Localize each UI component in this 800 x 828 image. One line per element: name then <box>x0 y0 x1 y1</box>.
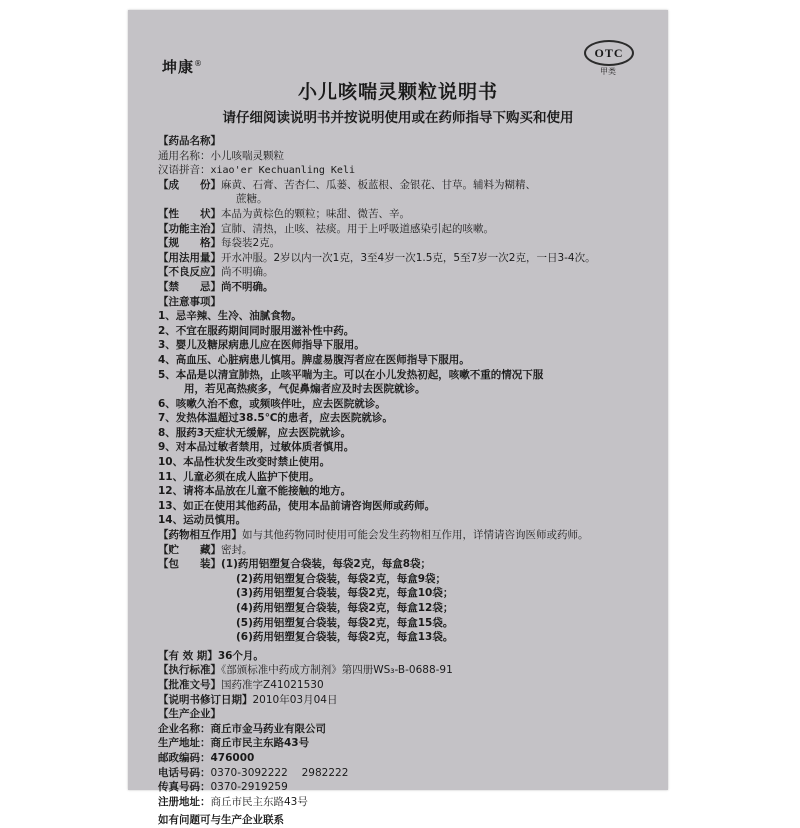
validity: 【有 效 期】36个月。 <box>158 649 264 662</box>
precaution-item: 11、儿童必须在成人监护下使用。 <box>158 470 320 483</box>
precaution-item: 12、请将本品放在儿童不能接触的地方。 <box>158 485 352 498</box>
precaution-item: 用，若见高热痰多，气促鼻煽者应及时去医院就诊。 <box>184 383 426 396</box>
document-title: 小儿咳喘灵颗粒说明书 <box>297 81 498 103</box>
precaution-item: 9、对本品过敏者禁用，过敏体质者慎用。 <box>158 441 355 454</box>
ingredients-cont: 蔗糖。 <box>236 193 268 206</box>
precaution-item: 10、本品性状发生改变时禁止使用。 <box>158 456 331 469</box>
contraindications: 【禁 忌】尚不明确。 <box>158 280 274 293</box>
precaution-item: 3、婴儿及糖尿病患儿应在医师指导下服用。 <box>158 339 365 352</box>
precaution-item: 4、高血压、心脏病患儿慎用。脾虚易腹泻者应在医师指导下服用。 <box>158 353 470 366</box>
manufacturer-row: 注册地址：商丘市民主东路43号 <box>158 795 308 808</box>
manufacturer-row: 企业名称：商丘市金马药业有限公司 <box>158 722 326 735</box>
manufacturer-label: 【生产企业】 <box>158 708 221 721</box>
approval-number: 【批准文号】国药准字Z41021530 <box>158 678 324 691</box>
package-item: (4)药用铝塑复合袋装，每袋2克，每盒12袋； <box>236 602 454 614</box>
precaution-item: 13、如正在使用其他药品，使用本品前请咨询医师或药师。 <box>158 499 436 512</box>
indications: 【功能主治】宣肺、清热，止咳、祛痰。用于上呼吸道感染引起的咳嗽。 <box>158 222 494 235</box>
manufacturer-row: 生产地址：商丘市民主东路43号 <box>158 737 310 750</box>
drug-name-label: 【药品名称】 <box>158 135 221 147</box>
otc-badge: OTC <box>584 40 634 66</box>
pinyin-name: 汉语拼音：xiao'er Kechuanling Keli <box>158 164 355 177</box>
precaution-item: 14、运动员慎用。 <box>158 514 247 527</box>
usage-dosage: 【用法用量】开水冲服。2岁以内一次1克，3至4岁一次1.5克，5至7岁一次2克，一日3-4次。 <box>158 251 596 264</box>
ingredients: 【成 份】麻黄、石膏、苦杏仁、瓜蒌、板蓝根、金银花、甘草。辅料为糊精、 <box>158 178 536 191</box>
standard: 【执行标准】《部颁标准中药成方制剂》第四册WS₃-B-0688-91 <box>158 664 453 677</box>
manufacturer-row: 电话号码：0370-3092222 2982222 <box>158 766 349 779</box>
document-subtitle: 请仔细阅读说明书并按说明使用或在药师指导下购买和使用 <box>222 110 574 126</box>
storage: 【贮 藏】密封。 <box>158 543 253 556</box>
precaution-item: 5、本品是以清宣肺热，止咳平喘为主。可以在小儿发热初起，咳嗽不重的情况下服 <box>158 368 544 381</box>
precaution-item: 2、不宜在服药期间同时服用滋补性中药。 <box>158 324 355 337</box>
precaution-item: 7、发热体温超过38.5℃的患者，应去医院就诊。 <box>158 412 393 425</box>
package-item: (5)药用铝塑复合袋装，每袋2克，每盒15袋。 <box>236 616 454 629</box>
brand-logo: 坤康® <box>162 58 204 76</box>
otc-class: 甲类 <box>600 67 616 76</box>
manufacturer-row: 传真号码：0370-2919259 <box>158 781 288 794</box>
character: 【性 状】本品为黄棕色的颗粒；味甜、微苦、辛。 <box>158 207 410 220</box>
manufacturer-row: 邮政编码：476000 <box>158 751 255 764</box>
precautions-label: 【注意事项】 <box>158 295 221 308</box>
package: 【包 装】(1)药用铝塑复合袋装，每袋2克，每盒8袋； <box>158 558 432 571</box>
generic-name: 通用名称：小儿咳喘灵颗粒 <box>158 149 284 162</box>
package-item: (6)药用铝塑复合袋装，每袋2克，每盒13袋。 <box>236 631 454 644</box>
instruction-sheet <box>128 10 668 827</box>
drug-interactions: 【药物相互作用】如与其他药物同时使用可能会发生药物相互作用，详情请咨询医师或药师。 <box>158 529 589 542</box>
package-item: (2)药用铝塑复合袋装，每袋2克，每盒9袋； <box>236 572 447 585</box>
document-body <box>158 134 648 828</box>
contact-note: 如有问题可与生产企业联系 <box>158 814 284 827</box>
precaution-item: 8、服药3天症状无缓解，应去医院就诊。 <box>158 426 352 439</box>
adverse-reactions: 【不良反应】尚不明确。 <box>158 266 274 279</box>
specification: 【规 格】每袋装2克。 <box>158 237 281 250</box>
precaution-item: 6、咳嗽久治不愈，或频咳伴吐，应去医院就诊。 <box>158 397 386 410</box>
revision-date: 【说明书修订日期】2010年03月04日 <box>158 693 338 706</box>
precaution-item: 1、忌辛辣、生冷、油腻食物。 <box>158 310 302 323</box>
package-item: (3)药用铝塑复合袋装，每袋2克，每盒10袋； <box>236 587 454 600</box>
